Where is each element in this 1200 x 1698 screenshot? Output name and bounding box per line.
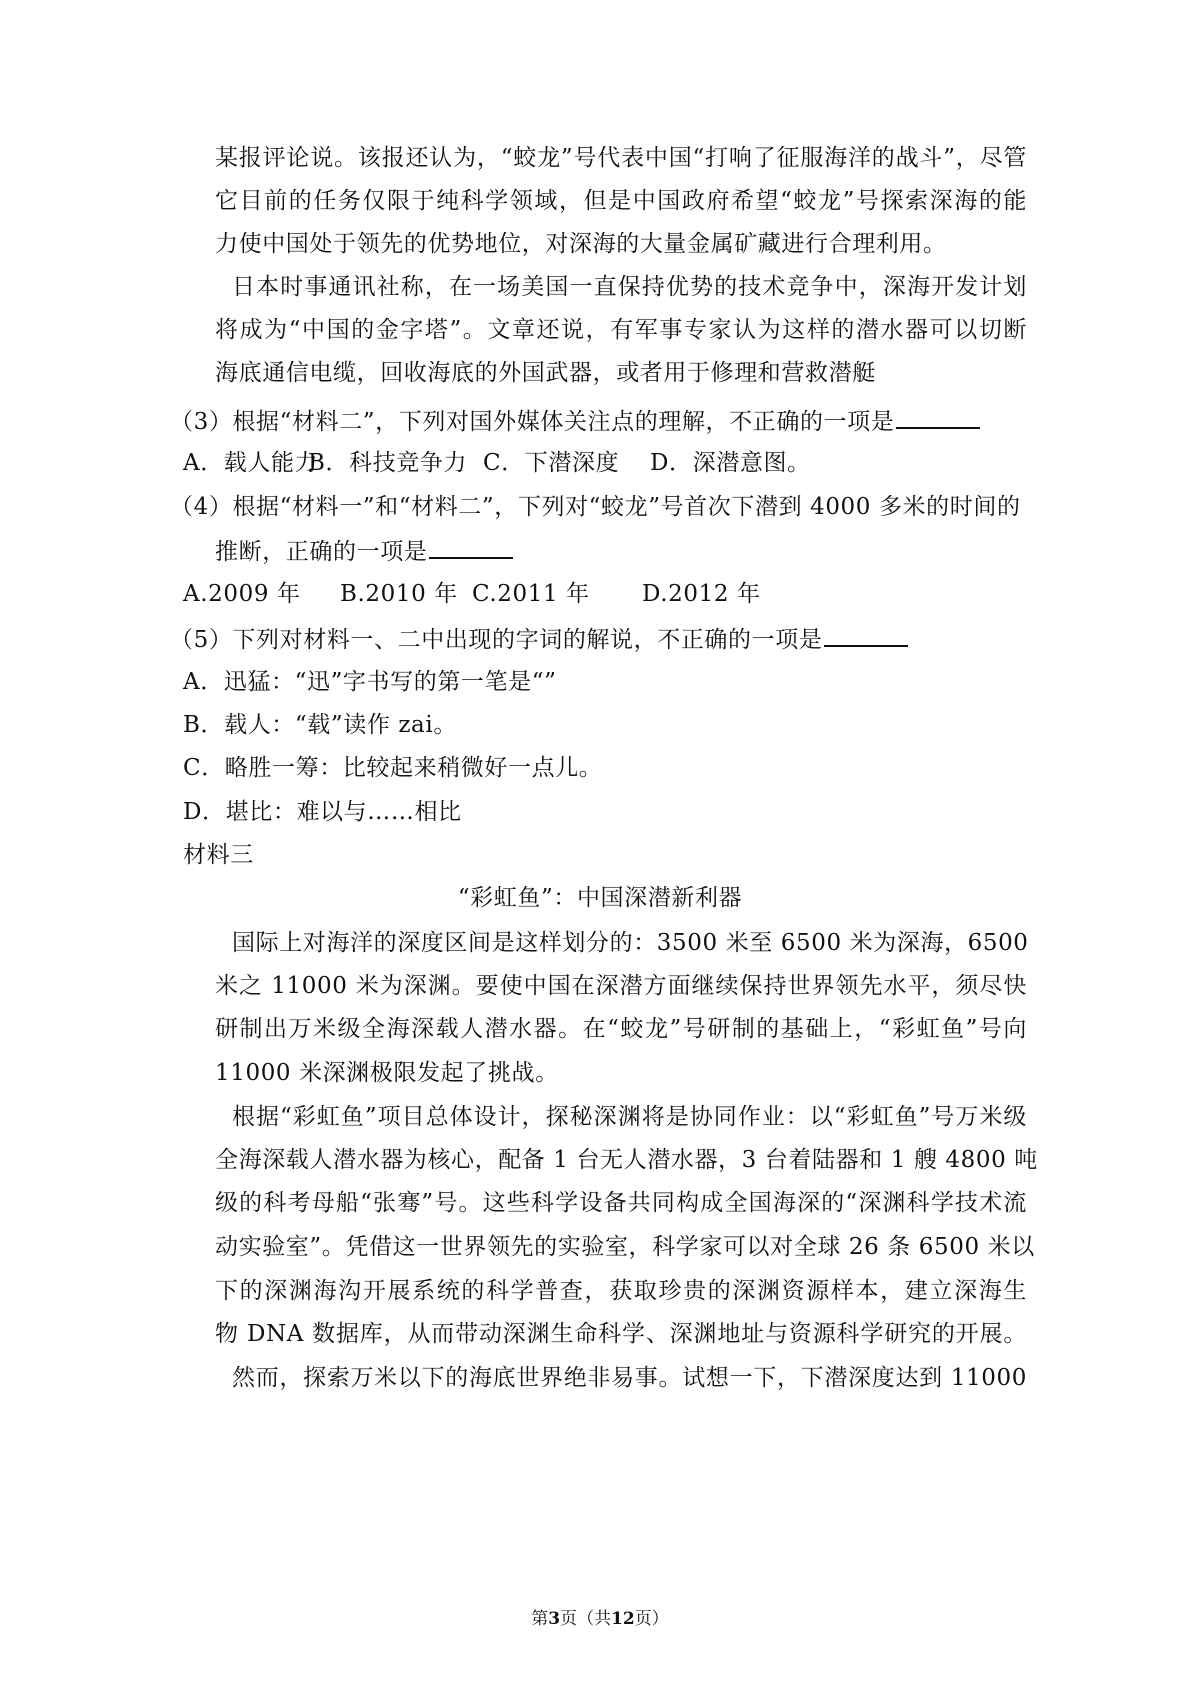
question-5-stem bbox=[170, 623, 908, 655]
paragraph-line: 11000 米深渊极限发起了挑战。 bbox=[215, 1060, 559, 1086]
paragraph-line: 然而，探索万米以下的海底世界绝非易事。试想一下，下潜深度达到 11000 bbox=[232, 1365, 1027, 1391]
question-5-option-a: A．迅猛：“迅”字书写的第一笔是“” bbox=[183, 669, 557, 695]
page-footer bbox=[0, 1608, 1200, 1630]
question-5-option-c: C．略胜一筹：比较起来稍微好一点儿。 bbox=[183, 755, 603, 781]
question-4-stem: （4）根据“材料一”和“材料二”，下列对“蛟龙”号首次下潜到 4000 多米的时间的 bbox=[170, 494, 1021, 520]
paragraph-line: 全海深载人潜水器为核心，配备 1 台无人潜水器，3 台着陆器和 1 艘 4800 吨 bbox=[215, 1147, 1038, 1173]
question-3-stem bbox=[170, 405, 980, 437]
page-number: 3 bbox=[548, 1609, 561, 1629]
question-5-option-b: B．载人：“载”读作 zai。 bbox=[183, 712, 457, 738]
answer-blank[interactable] bbox=[824, 623, 908, 647]
question-5-option-d: D．堪比：难以与……相比 bbox=[183, 799, 462, 825]
question-3-option-d: D．深潜意图。 bbox=[650, 450, 811, 476]
footer-mid: 页（共 bbox=[560, 1609, 612, 1629]
passage-line: 日本时事通讯社称，在一场美国一直保持优势的技术竞争中，深海开发计划 bbox=[232, 274, 1027, 300]
paragraph-line: 动实验室”。凭借这一世界领先的实验室，科学家可以对全球 26 条 6500 米以 bbox=[215, 1234, 1035, 1260]
paragraph-line: 国际上对海洋的深度区间是这样划分的：3500 米至 6500 米为深海，6500 bbox=[232, 930, 1029, 956]
paragraph-line: 级的科考母船“张骞”号。这些科学设备共同构成全国海深的“深渊科学技术流 bbox=[215, 1190, 1027, 1216]
paragraph-line: 米之 11000 米为深渊。要使中国在深潜方面继续保持世界领先水平，须尽快 bbox=[215, 973, 1027, 999]
question-4-option-a: A.2009 年 bbox=[183, 581, 301, 607]
question-text: 推断，正确的一项是 bbox=[215, 539, 428, 565]
passage-line: 它目前的任务仅限于纯科学领域，但是中国政府希望“蛟龙”号探索深海的能 bbox=[215, 188, 1027, 214]
footer-suffix: 页） bbox=[634, 1609, 669, 1629]
material-title: “彩虹鱼”：中国深潜新利器 bbox=[457, 885, 743, 911]
paragraph-line: 下的深渊海沟开展系统的科学普查，获取珍贵的深渊资源样本，建立深海生 bbox=[215, 1278, 1027, 1304]
question-4-stem-cont bbox=[215, 535, 513, 567]
question-3-option-b: B．科技竞争力 bbox=[308, 450, 468, 476]
passage-line: 将成为“中国的金字塔”。文章还说，有军事专家认为这样的潜水器可以切断 bbox=[215, 317, 1027, 343]
paragraph-line: 根据“彩虹鱼”项目总体设计，探秘深渊将是协同作业：以“彩虹鱼”号万米级 bbox=[232, 1104, 1027, 1130]
question-4-option-b: B.2010 年 bbox=[340, 581, 458, 607]
paragraph-line: 物 DNA 数据库，从而带动深渊生命科学、深渊地址与资源科学研究的开展。 bbox=[215, 1321, 1027, 1347]
total-pages: 12 bbox=[611, 1609, 635, 1629]
passage-line: 力使中国处于领先的优势地位，对深海的大量金属矿藏进行合理利用。 bbox=[215, 231, 947, 257]
question-text: （3）根据“材料二”，下列对国外媒体关注点的理解，不正确的一项是 bbox=[170, 409, 895, 435]
question-4-option-c: C.2011 年 bbox=[472, 581, 590, 607]
question-4-option-d: D.2012 年 bbox=[642, 581, 761, 607]
question-3-option-c: C．下潜深度 bbox=[483, 450, 620, 476]
answer-blank[interactable] bbox=[429, 535, 513, 559]
answer-blank[interactable] bbox=[896, 405, 980, 429]
question-text: （5）下列对材料一、二中出现的字词的解说，不正确的一项是 bbox=[170, 627, 823, 653]
passage-line: 海底通信电缆，回收海底的外国武器，或者用于修理和营救潜艇 bbox=[215, 360, 876, 386]
passage-line: 某报评论说。该报还认为，“蛟龙”号代表中国“打响了征服海洋的战斗”，尽管 bbox=[215, 145, 1027, 171]
paragraph-line: 研制出万米级全海深载人潜水器。在“蛟龙”号研制的基础上，“彩虹鱼”号向 bbox=[215, 1016, 1027, 1042]
material-label: 材料三 bbox=[183, 842, 254, 868]
footer-prefix: 第 bbox=[531, 1609, 549, 1629]
question-3-option-a: A．载人能力 bbox=[183, 450, 319, 476]
